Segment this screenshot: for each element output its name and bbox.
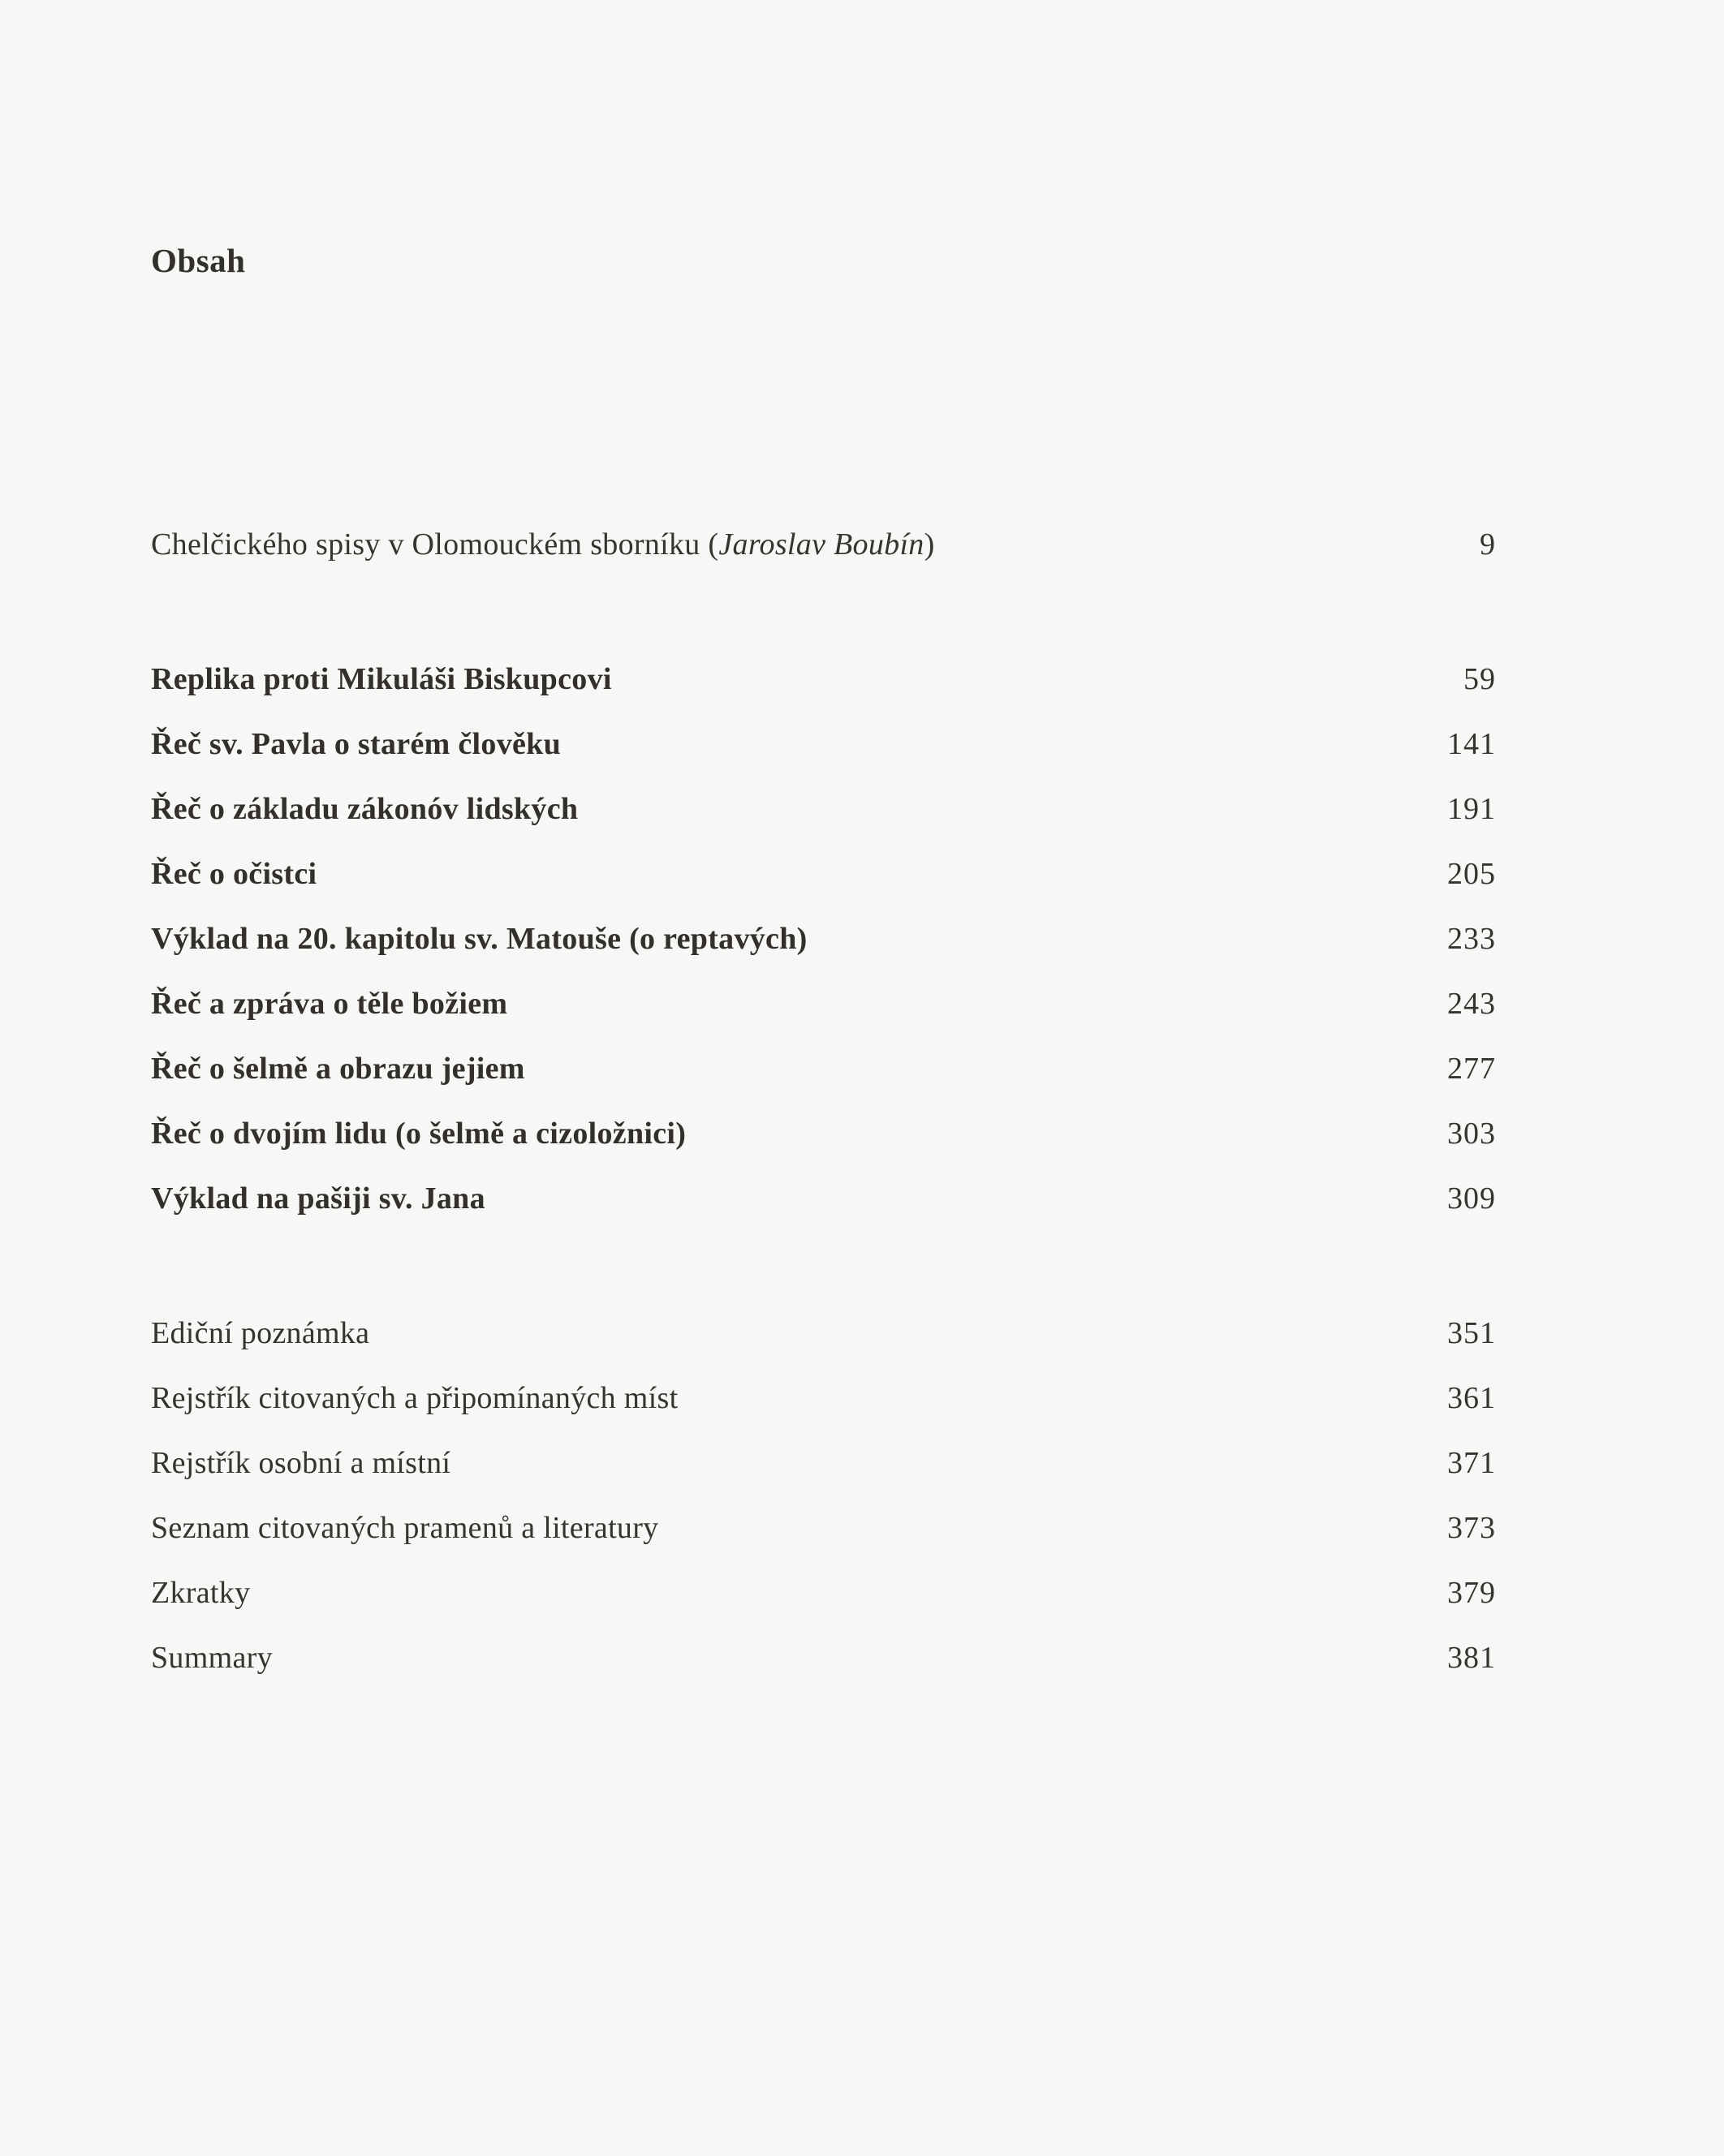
toc-entry-title: Seznam citovaných pramenů a literatury — [151, 1511, 659, 1546]
toc-entry-intro — [151, 512, 1496, 577]
toc-entry — [151, 1625, 1496, 1690]
toc-entry — [151, 906, 1496, 971]
toc-section-intro — [151, 512, 1496, 577]
toc-entry — [151, 1560, 1496, 1625]
toc-entry-page-number: 351 — [1447, 1316, 1496, 1351]
toc-entry-title: Řeč o šelmě a obrazu jejiem — [151, 1052, 525, 1087]
toc-section-back-matter — [151, 1301, 1496, 1690]
toc-entry-title: Řeč o základu zákonóv lidských — [151, 792, 579, 827]
toc-entry-page-number: 379 — [1447, 1576, 1496, 1611]
toc-entry — [151, 1301, 1496, 1366]
toc-entry-title: Řeč sv. Pavla o starém člověku — [151, 727, 562, 762]
page-title: Obsah — [151, 242, 246, 280]
toc-entry-title: Rejstřík citovaných a připomínaných míst — [151, 1381, 679, 1416]
toc-entry-title: Summary — [151, 1641, 273, 1676]
toc-entry — [151, 1101, 1496, 1166]
toc-entry — [151, 712, 1496, 777]
toc-entry-title: Rejstřík osobní a místní — [151, 1446, 451, 1481]
toc-entry — [151, 1431, 1496, 1495]
toc-entry — [151, 1166, 1496, 1231]
toc-entry — [151, 777, 1496, 841]
toc-entry — [151, 1366, 1496, 1431]
toc-entry-title: Replika proti Mikuláši Biskupcovi — [151, 662, 612, 697]
toc-entry-page-number: 191 — [1447, 792, 1496, 827]
toc-entry-title: Zkratky — [151, 1576, 251, 1611]
toc-entry-title — [151, 512, 935, 577]
toc-entry-page-number: 303 — [1447, 1117, 1496, 1151]
toc-entry-title: Řeč o dvojím lidu (o šelmě a cizoložnici) — [151, 1117, 687, 1151]
toc-entry — [151, 971, 1496, 1036]
toc-entry-title: Řeč a zpráva o těle božiem — [151, 987, 508, 1022]
toc-entry-title: Výklad na 20. kapitolu sv. Matouše (o reptavých) — [151, 922, 808, 957]
toc-entry-page-number: 205 — [1447, 857, 1496, 892]
toc-entry — [151, 841, 1496, 906]
toc-entry-title: Řeč o očistci — [151, 857, 317, 892]
toc-section-works — [151, 647, 1496, 1231]
toc-entry — [151, 647, 1496, 712]
toc-entry-page-number: 233 — [1447, 922, 1496, 957]
toc-entry-page-number: 361 — [1447, 1381, 1496, 1416]
toc-entry-page-number: 243 — [1447, 987, 1496, 1022]
toc-entry-page-number: 373 — [1447, 1511, 1496, 1546]
toc-entry-text-suffix: ) — [924, 527, 935, 562]
toc-entry-title: Ediční poznámka — [151, 1316, 370, 1351]
toc-entry-page-number: 9 — [1480, 527, 1496, 562]
toc-entry-author: Jaroslav Boubín — [718, 527, 924, 562]
toc-entry-title: Výklad na pašiji sv. Jana — [151, 1181, 485, 1216]
toc-entry-page-number: 277 — [1447, 1052, 1496, 1087]
toc-entry-text: Chelčického spisy v Olomouckém sborníku ( — [151, 527, 719, 562]
toc-entry-page-number: 59 — [1463, 662, 1496, 697]
toc-entry — [151, 1495, 1496, 1560]
toc-entry-page-number: 309 — [1447, 1181, 1496, 1216]
toc-entry-page-number: 371 — [1447, 1446, 1496, 1481]
toc-entry — [151, 1036, 1496, 1101]
toc-entry-page-number: 141 — [1447, 727, 1496, 762]
toc-entry-page-number: 381 — [1447, 1641, 1496, 1676]
